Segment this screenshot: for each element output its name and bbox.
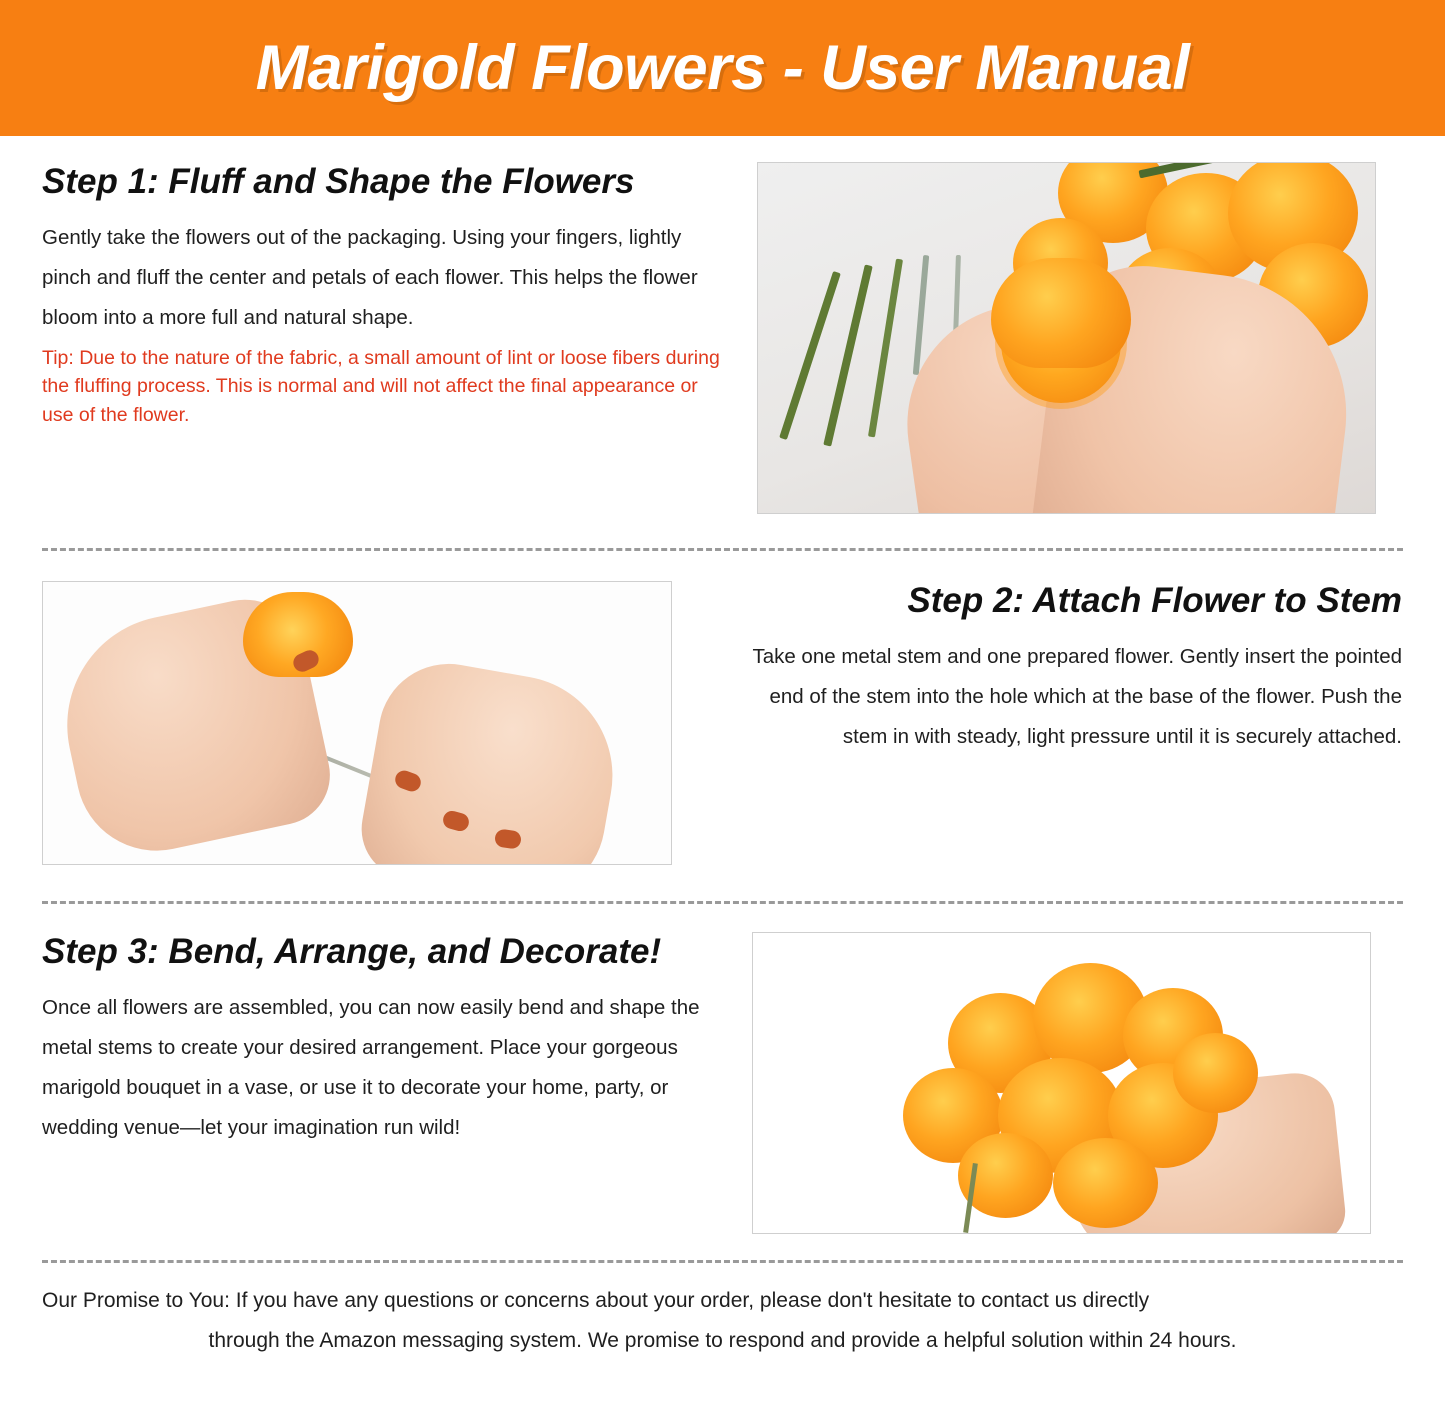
step-1-body: Gently take the flowers out of the packaging. Using your fingers, lightly pinch and fluff the center and petals of each flower. This helps the flower bloom into a more full and natural shape.: [42, 226, 698, 330]
step-2-text-column: [722, 581, 1402, 865]
step-2-image-column: [42, 581, 722, 865]
step-2-body: Take one metal stem and one prepared flower. Gently insert the pointed end of the stem into the hole which at the base of the flower. Push the stem in with steady, light pressure until it is securely attached.: [752, 645, 1402, 749]
step-1-section: [42, 136, 1403, 514]
step-3-body: Once all flowers are assembled, you can now easily bend and shape the metal stems to create your desired arrangement. Place your gorgeous marigold bouquet in a vase, or use it to decorate your home, party, or wedding venue—let your imagination run wild!: [42, 996, 700, 1140]
step-2-section: [42, 551, 1403, 865]
step-1-photo: [757, 162, 1376, 514]
step-1-text-column: [42, 162, 757, 514]
step-3-image-column: [752, 932, 1402, 1234]
footer-line-1: Our Promise to You: If you have any questions or concerns about your order, please don't hesitate to contact us directly: [42, 1289, 1150, 1312]
step-1-image-column: [757, 162, 1403, 514]
footer-line-2: through the Amazon messaging system. We promise to respond and provide a helpful solution within 24 hours.: [208, 1328, 1237, 1352]
step-1-title: Step 1: Fluff and Shape the Flowers: [42, 162, 635, 201]
step-2-photo: [42, 581, 672, 865]
step-3-title: Step 3: Bend, Arrange, and Decorate!: [42, 932, 662, 971]
manual-header: [0, 0, 1445, 136]
step-3-text-column: [42, 932, 752, 1234]
step-3-photo: [752, 932, 1371, 1234]
manual-body: [0, 136, 1445, 1263]
step-2-title: Step 2: Attach Flower to Stem: [907, 581, 1402, 620]
footer-promise: [0, 1263, 1445, 1361]
page-title: Marigold Flowers - User Manual: [255, 33, 1190, 103]
step-3-section: [42, 904, 1403, 1234]
step-1-tip: Tip: Due to the nature of the fabric, a small amount of lint or loose fibers during the fluffing process. This is normal and will not affect the final appearance or use of the flower.: [42, 347, 720, 426]
